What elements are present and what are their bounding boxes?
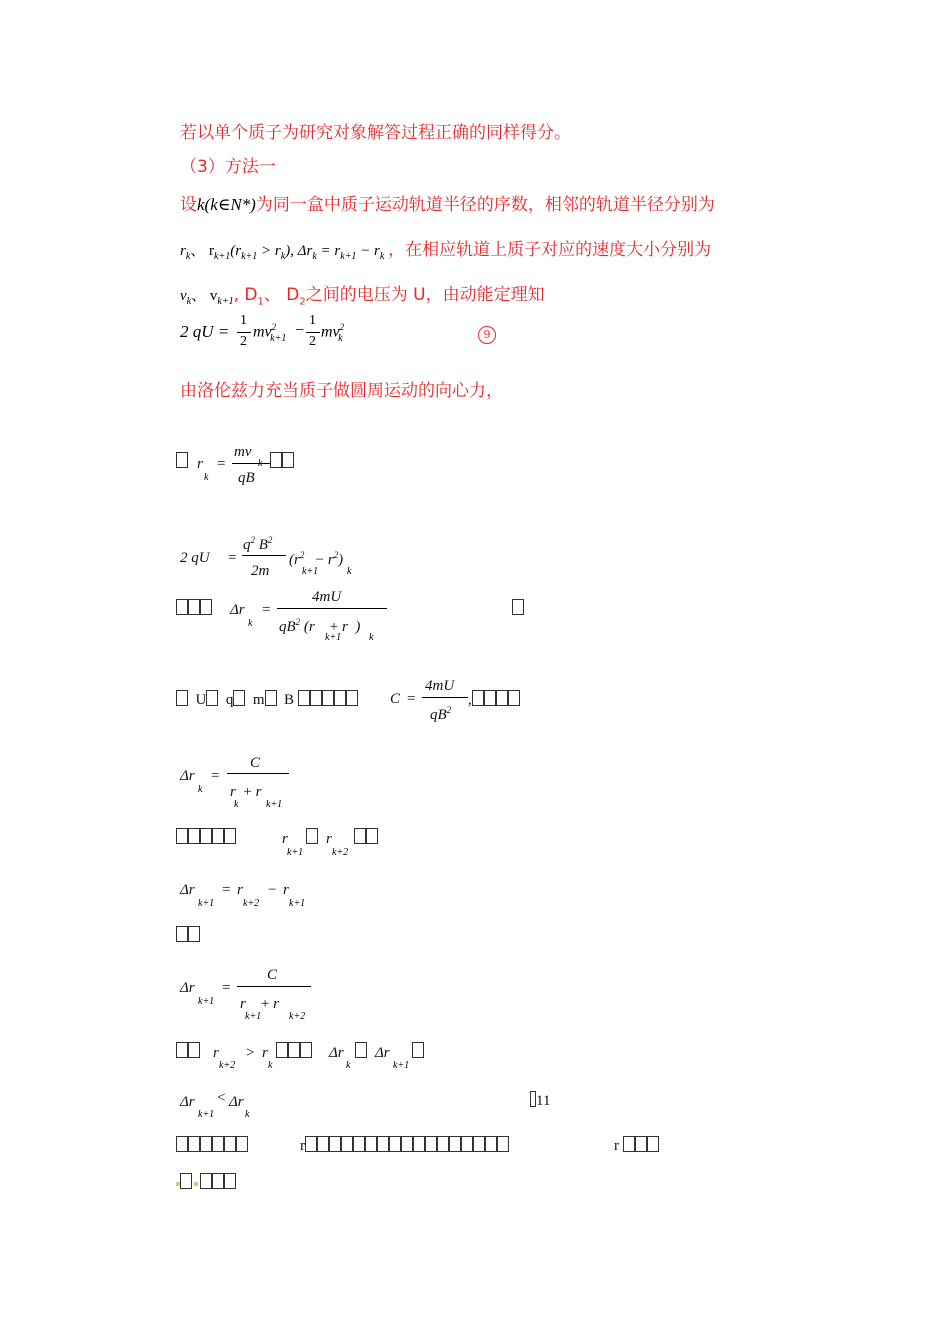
line-rk1: r [282, 831, 288, 847]
eq-drk1-r2-sub: k+1 [289, 898, 306, 909]
const-line: U q m B [176, 690, 358, 709]
eq-drk1b-den: r + r [240, 996, 279, 1012]
eq-2qu-sub1: k+1 [302, 566, 319, 577]
eq-drk1-r1: r [237, 882, 243, 898]
eq-ineq-lt: < [217, 1090, 226, 1106]
eq-drk1b-den-sub2: k+2 [289, 1011, 306, 1022]
eq9-minus: − [294, 322, 305, 339]
eq-drk-eq: = [262, 602, 271, 618]
eq-drk1-eq: = [222, 882, 231, 898]
eq-drk-line [277, 608, 387, 609]
eq9-number: 9 [478, 323, 496, 344]
eq-c-line [422, 697, 468, 698]
eq-c-suffix: , [468, 690, 520, 709]
eq-drk2-num: C [250, 755, 261, 771]
eq9-mv2: $mv^2_k$ [321, 322, 345, 344]
line-compare-r1-sub: k+2 [219, 1060, 236, 1071]
eq-2qu-paren: ($r^2$ − $r^2$) [289, 550, 344, 568]
line-rk1-sub: k+1 [287, 847, 304, 858]
eq-drk-prefix [176, 599, 212, 618]
eq-drk-den-sub2: k [369, 632, 374, 643]
eq-rk-sub: k [204, 472, 209, 483]
eq-2qu-line [242, 555, 286, 556]
eq-c-eq: = [407, 691, 416, 707]
eq9-mv1: $mv^2_{k+1}$ [253, 322, 287, 344]
eq-drk2-den: r + r [230, 784, 262, 800]
eq-c-den: $qB^2$ [430, 705, 452, 723]
eq9-lhs: 2 qU = [180, 322, 230, 341]
line-last [180, 1173, 236, 1192]
line-rk2-suffix [354, 828, 378, 847]
line-rk2-sub: k+2 [332, 847, 349, 858]
eq-c-num: 4mU [425, 678, 455, 694]
eq9-frac2-den: 2 [309, 334, 316, 349]
line-compare-r2: r [262, 1045, 268, 1061]
line-compare-suffix [412, 1042, 424, 1061]
eq-drk-sub: k [248, 618, 253, 629]
eq-drk-suffix [512, 599, 524, 618]
line-tongli [176, 926, 200, 945]
eq-drk1b-sub: k+1 [198, 996, 215, 1007]
eq-drk-lhs: Δr [230, 602, 245, 618]
eq-rk-num: mv [234, 444, 252, 460]
eq-ineq-rhs-sub: k [245, 1109, 250, 1120]
line-compare-mid [276, 1042, 312, 1061]
eq-rk-eq: = [217, 456, 226, 472]
eq-drk1b-den-sub1: k+1 [245, 1011, 262, 1022]
eq-drk2-den-sub2: k+1 [266, 799, 283, 810]
red-line-5: $v_k$、 $v_{k+1}$, $D_1$、 $D_2$之间的电压为 U，由动能定理知 [180, 285, 545, 308]
line-rk1-sep [306, 828, 318, 847]
line-compare-dr2: Δr [375, 1045, 390, 1061]
eq-c-lhs: C [390, 691, 401, 707]
eq-drk1b-num: C [267, 967, 278, 983]
line-rk1-rk2-prefix [176, 828, 236, 847]
eq-2qu-lhs: 2 qU [180, 550, 210, 566]
eq-ineq-lhs-sub: k+1 [198, 1109, 215, 1120]
line-compare-r2-sub: k [268, 1060, 273, 1071]
line-compare-r1: r [213, 1045, 219, 1061]
eq-drk2-eq: = [211, 768, 220, 784]
eq-rk-r: r [197, 456, 203, 472]
red-line-4: $r_k$、 $r_{k+1}(r_{k+1} > r_k)$, $\Delta r_k = r_{k+1} - r_k$ ，在相应轨道上质子对应的速度大小分别为 [180, 240, 712, 262]
line-compare-dr1-sub: k [346, 1060, 351, 1071]
line-compare-dr2-sub: k+1 [393, 1060, 410, 1071]
line-compare-sep [355, 1042, 367, 1061]
eq-rk-den: qB [238, 470, 255, 486]
eq-drk1-r1-sub: k+2 [243, 898, 260, 909]
eq-drk-den-sub1: k+1 [325, 632, 342, 643]
eq-2qu-den: 2m [251, 563, 270, 579]
red-line-3: 设k(k∈N*)为同一盒中质子运动轨道半径的序数，相邻的轨道半径分别为 [180, 195, 715, 215]
line-compare-dr1: Δr [329, 1045, 344, 1061]
eq-drk1-sub: k+1 [198, 898, 215, 909]
red-line-1: 若以单个质子为研究对象解答过程正确的同样得分。 [180, 123, 571, 143]
eq-drk-num: 4mU [312, 589, 342, 605]
eq-2qu-eq: = [228, 550, 237, 566]
eq-drk2-den-sub1: k [234, 799, 239, 810]
eq-drk1b-eq: = [222, 980, 231, 996]
eq-drk2-lhs: Δr [180, 768, 195, 784]
eq9-frac2-num: 1 [309, 313, 316, 328]
eq-2qu-sub2: k [347, 566, 352, 577]
eq-drk1-lhs: Δr [180, 882, 195, 898]
line-conclusion-mid: r [300, 1136, 509, 1155]
eq9-frac2-line [306, 332, 320, 333]
eq-ineq-number: 11 [530, 1091, 550, 1110]
red-line-2: （3）方法一 [180, 157, 276, 177]
eq-drk2-line [227, 773, 289, 774]
eq-drk1b-lhs: Δr [180, 980, 195, 996]
eq9-frac1-den: 2 [240, 334, 247, 349]
eq-rk-line [232, 463, 270, 464]
eq-rk-prefix [176, 452, 188, 471]
line-conclusion [176, 1136, 248, 1155]
eq-drk1-r2: r [283, 882, 289, 898]
eq-drk1-minus: − [268, 882, 277, 898]
line-rk2: r [326, 831, 332, 847]
red-line-7: 由洛伦兹力充当质子做圆周运动的向心力， [180, 381, 503, 401]
line-compare-gt: > [246, 1045, 255, 1061]
eq9-frac1-line [237, 332, 251, 333]
eq9-frac1-num: 1 [240, 313, 247, 328]
eq-ineq-lhs: Δr [180, 1094, 195, 1110]
line-compare-prefix [176, 1042, 200, 1061]
eq-drk1b-line [237, 986, 311, 987]
line-conclusion-end: r [614, 1136, 659, 1155]
eq-rk-suffix [270, 452, 294, 471]
eq-ineq-rhs: Δr [229, 1094, 244, 1110]
eq-2qu-num: $q^2$ $B^2$ [243, 535, 273, 553]
eq-drk-den: $qB^2$ (r + r ) [279, 617, 361, 635]
eq-drk2-sub: k [198, 784, 203, 795]
